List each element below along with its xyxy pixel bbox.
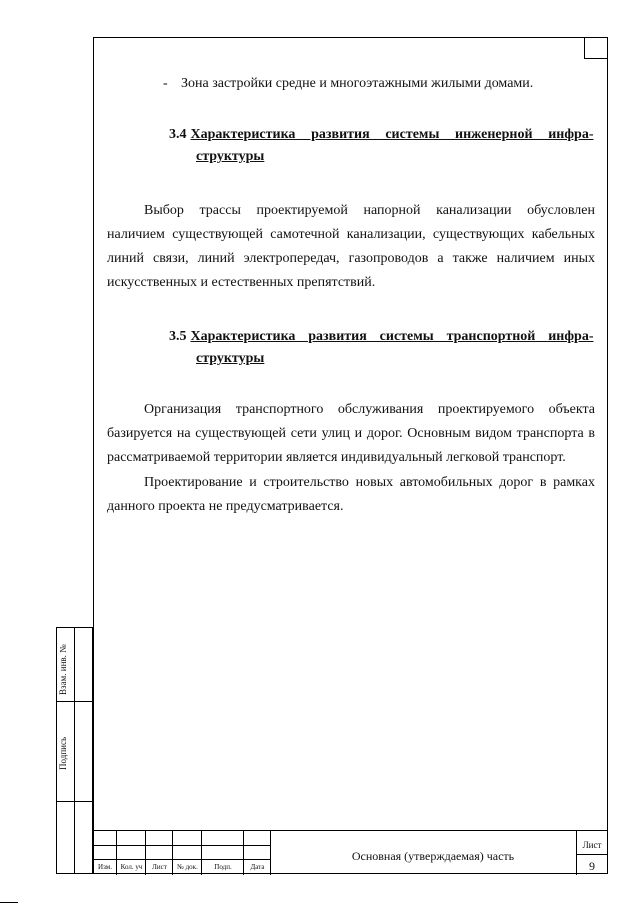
sheet-label: Лист: [582, 840, 602, 850]
col-list: Лист: [152, 863, 167, 871]
paragraph-3-5-b: Проектирование и строительство новых автомобильных дорог в рамках данного проекта не предусматривается.: [107, 475, 595, 514]
paragraph-3-5-a: Организация транспортного обслуживания проектируемого объекта базируется на существующей сети улиц и дорог. Основным видом транспорта в рассматриваемой территории является индивидуальный легковой транспорт.: [107, 402, 595, 465]
col-podp: Подп.: [214, 863, 232, 871]
sheet-number: 9: [589, 859, 595, 873]
bottom-mark: [0, 902, 18, 903]
col-n-dok: № док.: [177, 863, 198, 871]
col-izm: Изм.: [98, 863, 112, 871]
corner-box: [584, 37, 608, 59]
vzam-inv-label: Взам. инв. №: [58, 644, 68, 695]
col-kol-uch: Кол. уч: [120, 863, 143, 871]
title-block: [93, 830, 608, 874]
section-title: Характеристика развития системы транспортной инфра-: [190, 329, 594, 344]
section-number: 3.5: [169, 329, 187, 344]
document-title: Основная (утверждаемая) часть: [351, 849, 515, 863]
paragraph-3-4: Выбор трассы проектируемой напорной канализации обусловлен наличием существующей самотечной канализации, существующих кабельных линий связи, линий электропередач, газопроводов а также наличием иных искусственных и естественных препятствий.: [107, 203, 595, 290]
section-heading-3-4: [169, 124, 596, 168]
section-title-cont: структуры: [196, 351, 265, 366]
col-data: Дата: [250, 863, 265, 871]
podpis-label: Подпись: [58, 736, 68, 770]
section-title: Характеристика развития системы инженерной инфра-: [190, 127, 594, 142]
section-title-cont: структуры: [196, 149, 265, 164]
section-number: 3.4: [169, 127, 187, 142]
bullet-dash: -: [163, 76, 168, 91]
section-heading-3-5: [169, 326, 596, 370]
sheet-box: [576, 831, 608, 875]
bullet-text: Зона застройки средне и многоэтажными жилыми домами.: [181, 76, 534, 91]
